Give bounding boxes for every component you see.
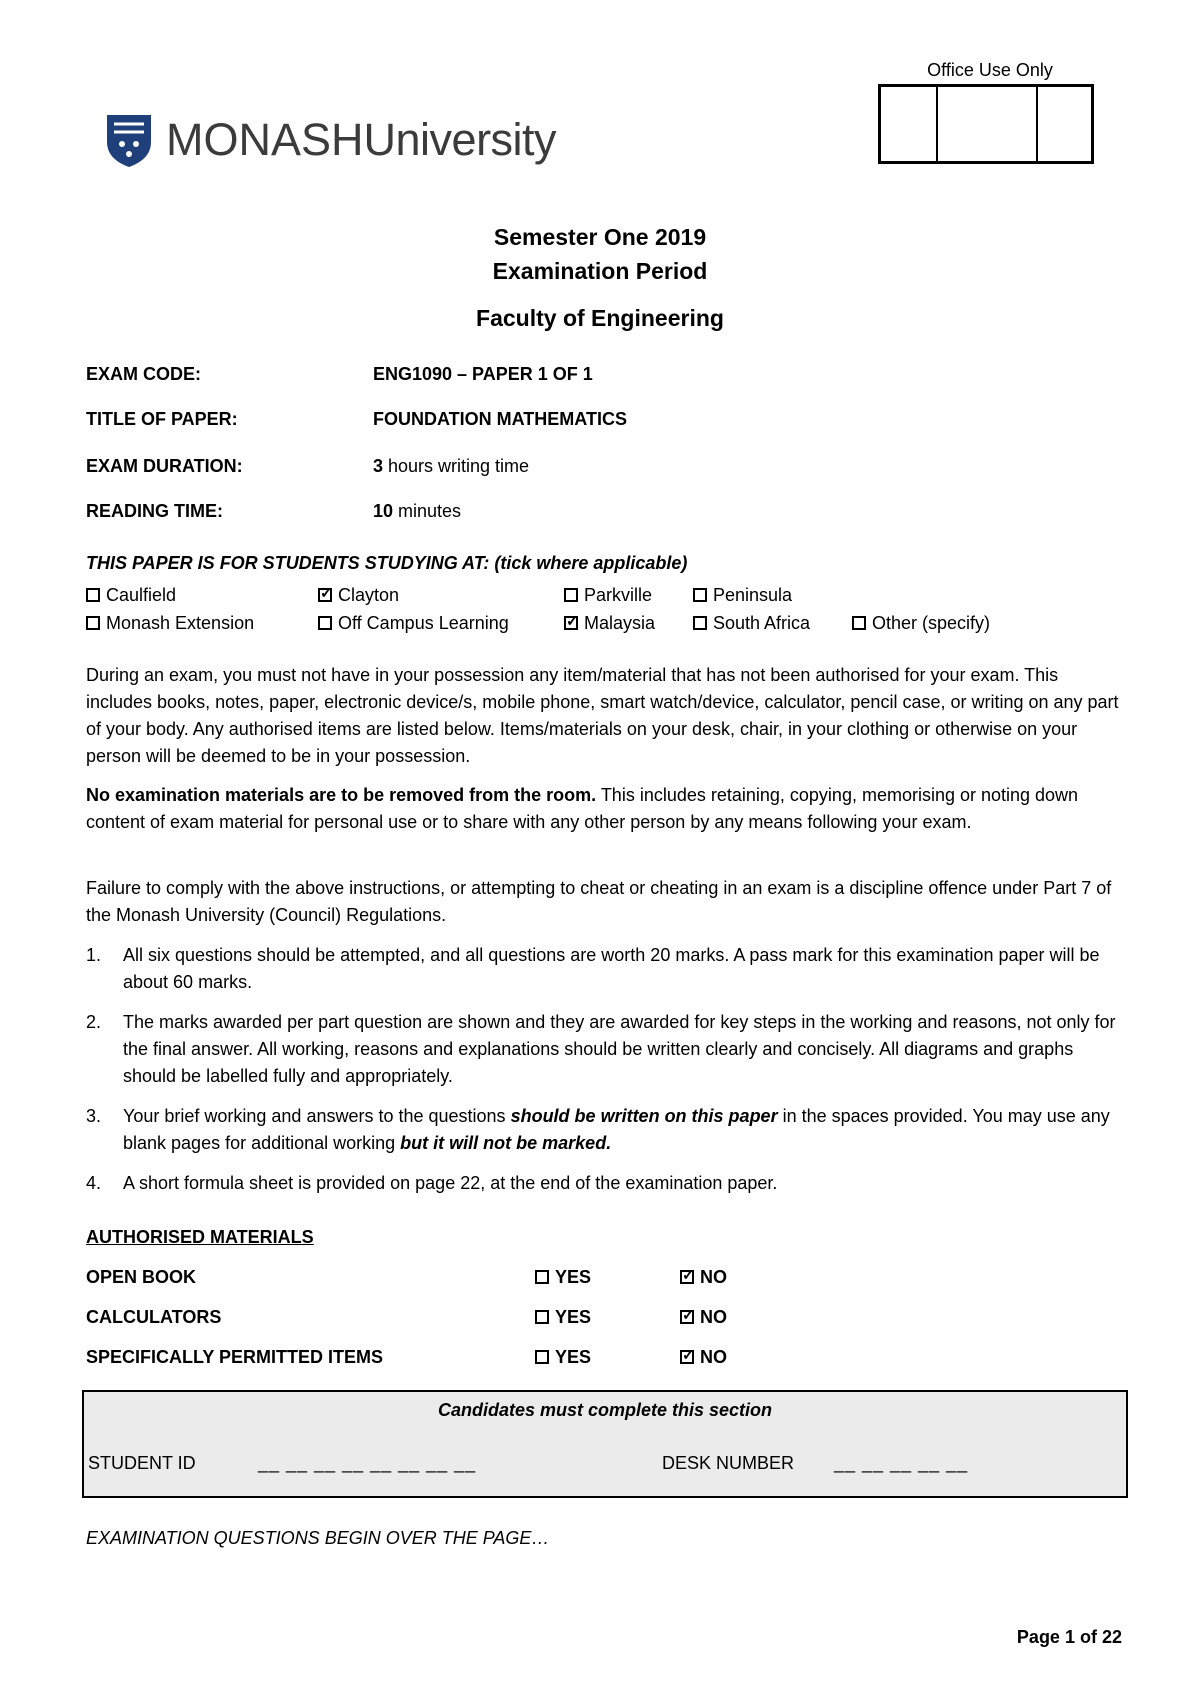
auth-open-book-yes — [535, 1267, 591, 1288]
auth-row-calculators-label: CALCULATORS — [86, 1307, 222, 1327]
yes-label: YES — [555, 1307, 592, 1327]
candidate-heading: Candidates must complete this section — [437, 1400, 773, 1420]
office-use-box — [878, 84, 1094, 164]
continue-note: EXAMINATION QUESTIONS BEGIN OVER THE PAGE… — [86, 1528, 550, 1548]
checkbox-icon — [535, 1310, 549, 1324]
instruction-item — [86, 1103, 1126, 1157]
campus-label: South Africa — [713, 613, 811, 633]
no-label: NO — [700, 1347, 727, 1367]
campus-peninsula — [693, 585, 792, 606]
instruction-text-part: Your brief working and answers to the questions — [123, 1106, 511, 1126]
campus-caulfield — [86, 585, 176, 606]
reading-time-label: READING TIME: — [86, 501, 223, 521]
checkbox-icon — [852, 616, 866, 630]
no-label: NO — [700, 1267, 727, 1287]
office-use-label: Office Use Only — [927, 60, 1053, 80]
reading-time-value — [373, 501, 461, 522]
instruction-emphasis: should be written on this paper — [510, 1106, 778, 1126]
auth-row-open-book-label: OPEN BOOK — [86, 1267, 197, 1287]
student-id-field[interactable]: __ __ __ __ __ __ __ __ — [258, 1453, 477, 1473]
monash-logo — [104, 110, 556, 170]
checked-checkbox-icon — [680, 1350, 694, 1364]
office-cell-3 — [1038, 87, 1091, 161]
instruction-emphasis: but it will not be marked. — [400, 1133, 612, 1153]
campus-heading: THIS PAPER IS FOR STUDENTS STUDYING AT: (tick where applicable) — [86, 553, 688, 573]
reading-time-number: 10 — [373, 501, 394, 521]
yes-label: YES — [555, 1267, 592, 1287]
page-number — [1017, 1627, 1122, 1648]
student-id-label: STUDENT ID — [88, 1453, 196, 1473]
checked-checkbox-icon — [318, 588, 332, 602]
auth-calculators-no — [680, 1307, 727, 1328]
campus-parkville — [564, 585, 652, 606]
logo-monash-text: MONASH — [166, 114, 364, 165]
instruction-number: 2. — [86, 1012, 102, 1032]
instruction-number: 1. — [86, 945, 102, 965]
no-label: NO — [700, 1307, 727, 1327]
instruction-text: The marks awarded per part question are shown and they are awarded for key steps in the working and reasons, not only for the final answer. All working, reasons and explanations should be written clearly and concisely. All diagrams and graphs should be labelled fully and appropriately. — [123, 1012, 1116, 1086]
monash-crest-icon — [104, 112, 154, 168]
campus-south-africa — [693, 613, 810, 634]
of-word: of — [1074, 1627, 1102, 1647]
instruction-text: A short formula sheet is provided on page 22, at the end of the examination paper. — [123, 1173, 778, 1193]
exam-code-label: EXAM CODE: — [86, 364, 202, 384]
checked-checkbox-icon — [564, 616, 578, 630]
page-total: 22 — [1101, 1627, 1122, 1647]
instruction-text — [123, 1103, 1126, 1157]
campus-label: Caulfield — [106, 585, 177, 605]
checked-checkbox-icon — [680, 1270, 694, 1284]
campus-monash-extension — [86, 613, 254, 634]
checkbox-icon — [86, 588, 100, 602]
discipline-paragraph: Failure to comply with the above instructions, or attempting to cheat or cheating in an exam is a discipline offence under Part 7 of the Monash University (Council) Regulations. — [86, 878, 1112, 925]
campus-off-campus — [318, 613, 509, 634]
reading-time-text: minutes — [393, 501, 462, 521]
faculty-title: Faculty of Engineering — [476, 305, 724, 331]
campus-label: Parkville — [584, 585, 653, 605]
title-of-paper-value: FOUNDATION MATHEMATICS — [373, 409, 627, 429]
campus-label: Malaysia — [584, 613, 656, 633]
logo-university-text: University — [363, 114, 557, 165]
semester-title: Semester One 2019 — [493, 224, 707, 250]
checkbox-icon — [535, 1350, 549, 1364]
exam-duration-label: EXAM DURATION: — [86, 456, 243, 476]
removal-text: This includes retaining, copying, memorising or noting down content of exam material for personal use or to share with any other person by any means following your exam. — [86, 785, 1079, 832]
removal-paragraph — [86, 782, 1126, 836]
instruction-item — [86, 1170, 1126, 1197]
campus-label: Monash Extension — [106, 613, 255, 633]
campus-label: Clayton — [338, 585, 400, 605]
page-current: 1 — [1064, 1627, 1075, 1647]
desk-number-label: DESK NUMBER — [662, 1453, 795, 1473]
instruction-item — [86, 1009, 1126, 1090]
campus-label: Off Campus Learning — [338, 613, 509, 633]
exam-duration-value — [373, 456, 529, 477]
exam-duration-number: 3 — [373, 456, 384, 476]
campus-label: Other (specify) — [872, 613, 991, 633]
campus-other — [852, 613, 990, 634]
checkbox-icon — [535, 1270, 549, 1284]
instruction-text-part: in the spaces provided. You may use any blank pages for additional working — [123, 1106, 1110, 1153]
candidate-section — [82, 1390, 1128, 1498]
checkbox-icon — [318, 616, 332, 630]
title-of-paper-label: TITLE OF PAPER: — [86, 409, 238, 429]
exam-duration-text: hours writing time — [383, 456, 530, 476]
checkbox-icon — [693, 588, 707, 602]
instruction-number: 4. — [86, 1173, 102, 1193]
removal-bold-text: No examination materials are to be removed from the room. — [86, 785, 597, 805]
auth-calculators-yes — [535, 1307, 591, 1328]
campus-clayton — [318, 585, 399, 606]
auth-permitted-no — [680, 1347, 727, 1368]
auth-permitted-yes — [535, 1347, 591, 1368]
instruction-item — [86, 942, 1126, 996]
period-title: Examination Period — [492, 258, 708, 284]
instruction-number: 3. — [86, 1106, 102, 1126]
campus-label: Peninsula — [713, 585, 793, 605]
exam-code-value: ENG1090 – PAPER 1 OF 1 — [373, 364, 593, 384]
yes-label: YES — [555, 1347, 592, 1367]
checked-checkbox-icon — [680, 1310, 694, 1324]
auth-open-book-no — [680, 1267, 727, 1288]
possession-paragraph: During an exam, you must not have in your possession any item/material that has not been authorised for your exam. This includes books, notes, paper, electronic device/s, mobile phone, smart watch/device, calculator, pencil case, or writing on any part of your body. Any authorised items are listed below. Items/materials on your desk, chair, in your clothing or otherwise on your person will be deemed to be in your possession. — [86, 665, 1119, 766]
auth-row-permitted-label: SPECIFICALLY PERMITTED ITEMS — [86, 1347, 384, 1367]
authorised-materials-heading: AUTHORISED MATERIALS — [86, 1227, 314, 1247]
page-word: Page — [1016, 1627, 1065, 1647]
desk-number-field[interactable]: __ __ __ __ __ — [834, 1453, 969, 1473]
campus-malaysia — [564, 613, 655, 634]
checkbox-icon — [693, 616, 707, 630]
checkbox-icon — [86, 616, 100, 630]
office-cell-2 — [938, 87, 1038, 161]
office-cell-1 — [881, 87, 938, 161]
instruction-text: All six questions should be attempted, and all questions are worth 20 marks. A pass mark for this examination paper will be about 60 marks. — [123, 945, 1100, 992]
checkbox-icon — [564, 588, 578, 602]
